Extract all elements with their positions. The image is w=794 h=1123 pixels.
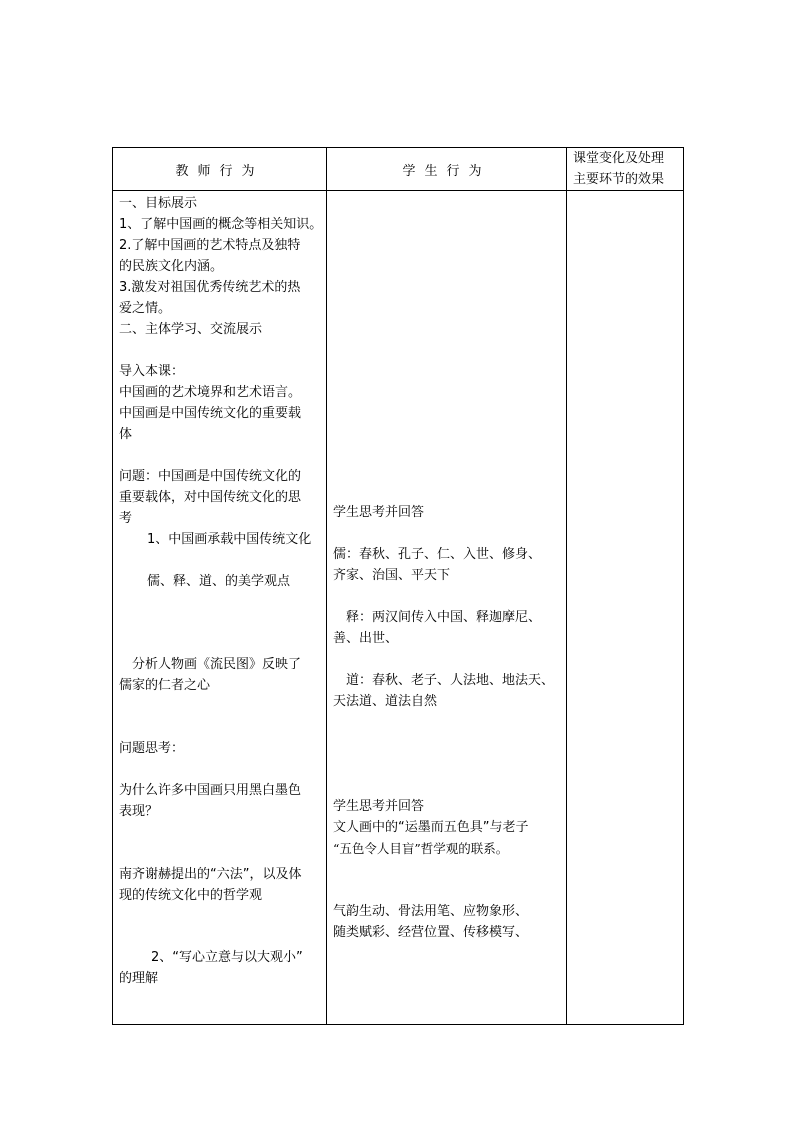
student-line: 学生思考并回答	[333, 799, 425, 814]
student-column	[327, 191, 567, 1025]
lesson-plan-table	[112, 147, 684, 1025]
teacher-line: 3.激发对祖国优秀传统艺术的热	[119, 280, 301, 295]
teacher-line: 2、“写心立意与以大观小”	[151, 950, 303, 965]
header-student-behavior: 学生行为	[327, 148, 567, 191]
teacher-line: 儒家的仁者之心	[119, 678, 211, 693]
teacher-line: 2.了解中国画的艺术特点及独特	[119, 238, 301, 253]
header-effect-line2: 主要环节的效果	[573, 172, 665, 187]
student-line: 天法道、道法自然	[333, 694, 438, 709]
student-line: 善、出世、	[333, 631, 399, 646]
teacher-line: 重要载体，对中国传统文化的思	[119, 490, 302, 505]
student-line: “五色令人目盲”哲学观的联系。	[333, 841, 509, 856]
teacher-line: 儒、释、道、的美学观点	[147, 574, 291, 589]
header-row	[113, 148, 684, 191]
teacher-line: 1、中国画承载中国传统文化	[147, 532, 312, 547]
content-row	[113, 191, 684, 1025]
student-line: 学生思考并回答	[333, 505, 425, 520]
effect-column	[567, 191, 684, 1025]
teacher-line: 现的传统文化中的哲学观	[119, 888, 263, 903]
teacher-line: 一、目标展示	[119, 196, 198, 211]
student-line: 文人画中的“运墨而五色具”与老子	[333, 820, 529, 835]
student-line: 气韵生动、骨法用笔、应物象形、	[333, 904, 529, 919]
teacher-line: 导入本课：	[119, 364, 185, 379]
student-line: 儒：春秋、孔子、仁、入世、修身、	[333, 547, 542, 562]
teacher-line: 为什么许多中国画只用黑白墨色	[119, 783, 302, 798]
header-effect-line1: 课堂变化及处理	[573, 151, 665, 166]
teacher-line: 问题：中国画是中国传统文化的	[119, 469, 302, 484]
teacher-line: 爱之情。	[119, 301, 172, 316]
teacher-line: 的民族文化内涵。	[119, 259, 224, 274]
teacher-column	[113, 191, 327, 1025]
teacher-line: 分析人物画《流民图》反映了	[132, 657, 302, 672]
student-line: 随类赋彩、经营位置、传移模写、	[333, 925, 529, 940]
teacher-line: 二、主体学习、交流展示	[119, 322, 263, 337]
teacher-line: 的理解	[119, 971, 159, 986]
student-line: 道：春秋、老子、人法地、地法天、	[346, 673, 555, 688]
teacher-line: 体	[119, 427, 133, 442]
teacher-line: 问题思考：	[119, 741, 185, 756]
teacher-line: 1、了解中国画的概念等相关知识。	[119, 217, 323, 232]
header-class-effect	[567, 148, 684, 191]
header-teacher-behavior: 教师行为	[113, 148, 327, 191]
teacher-line: 考	[119, 511, 133, 526]
student-line: 齐家、治国、平天下	[333, 568, 451, 583]
teacher-line: 南齐谢赫提出的“六法”，以及体	[119, 867, 302, 882]
teacher-line: 中国画是中国传统文化的重要载	[119, 406, 302, 421]
student-line: 释：两汉间传入中国、释迦摩尼、	[346, 610, 542, 625]
teacher-line: 中国画的艺术境界和艺术语言。	[119, 385, 302, 400]
teacher-line: 表现？	[119, 804, 159, 819]
